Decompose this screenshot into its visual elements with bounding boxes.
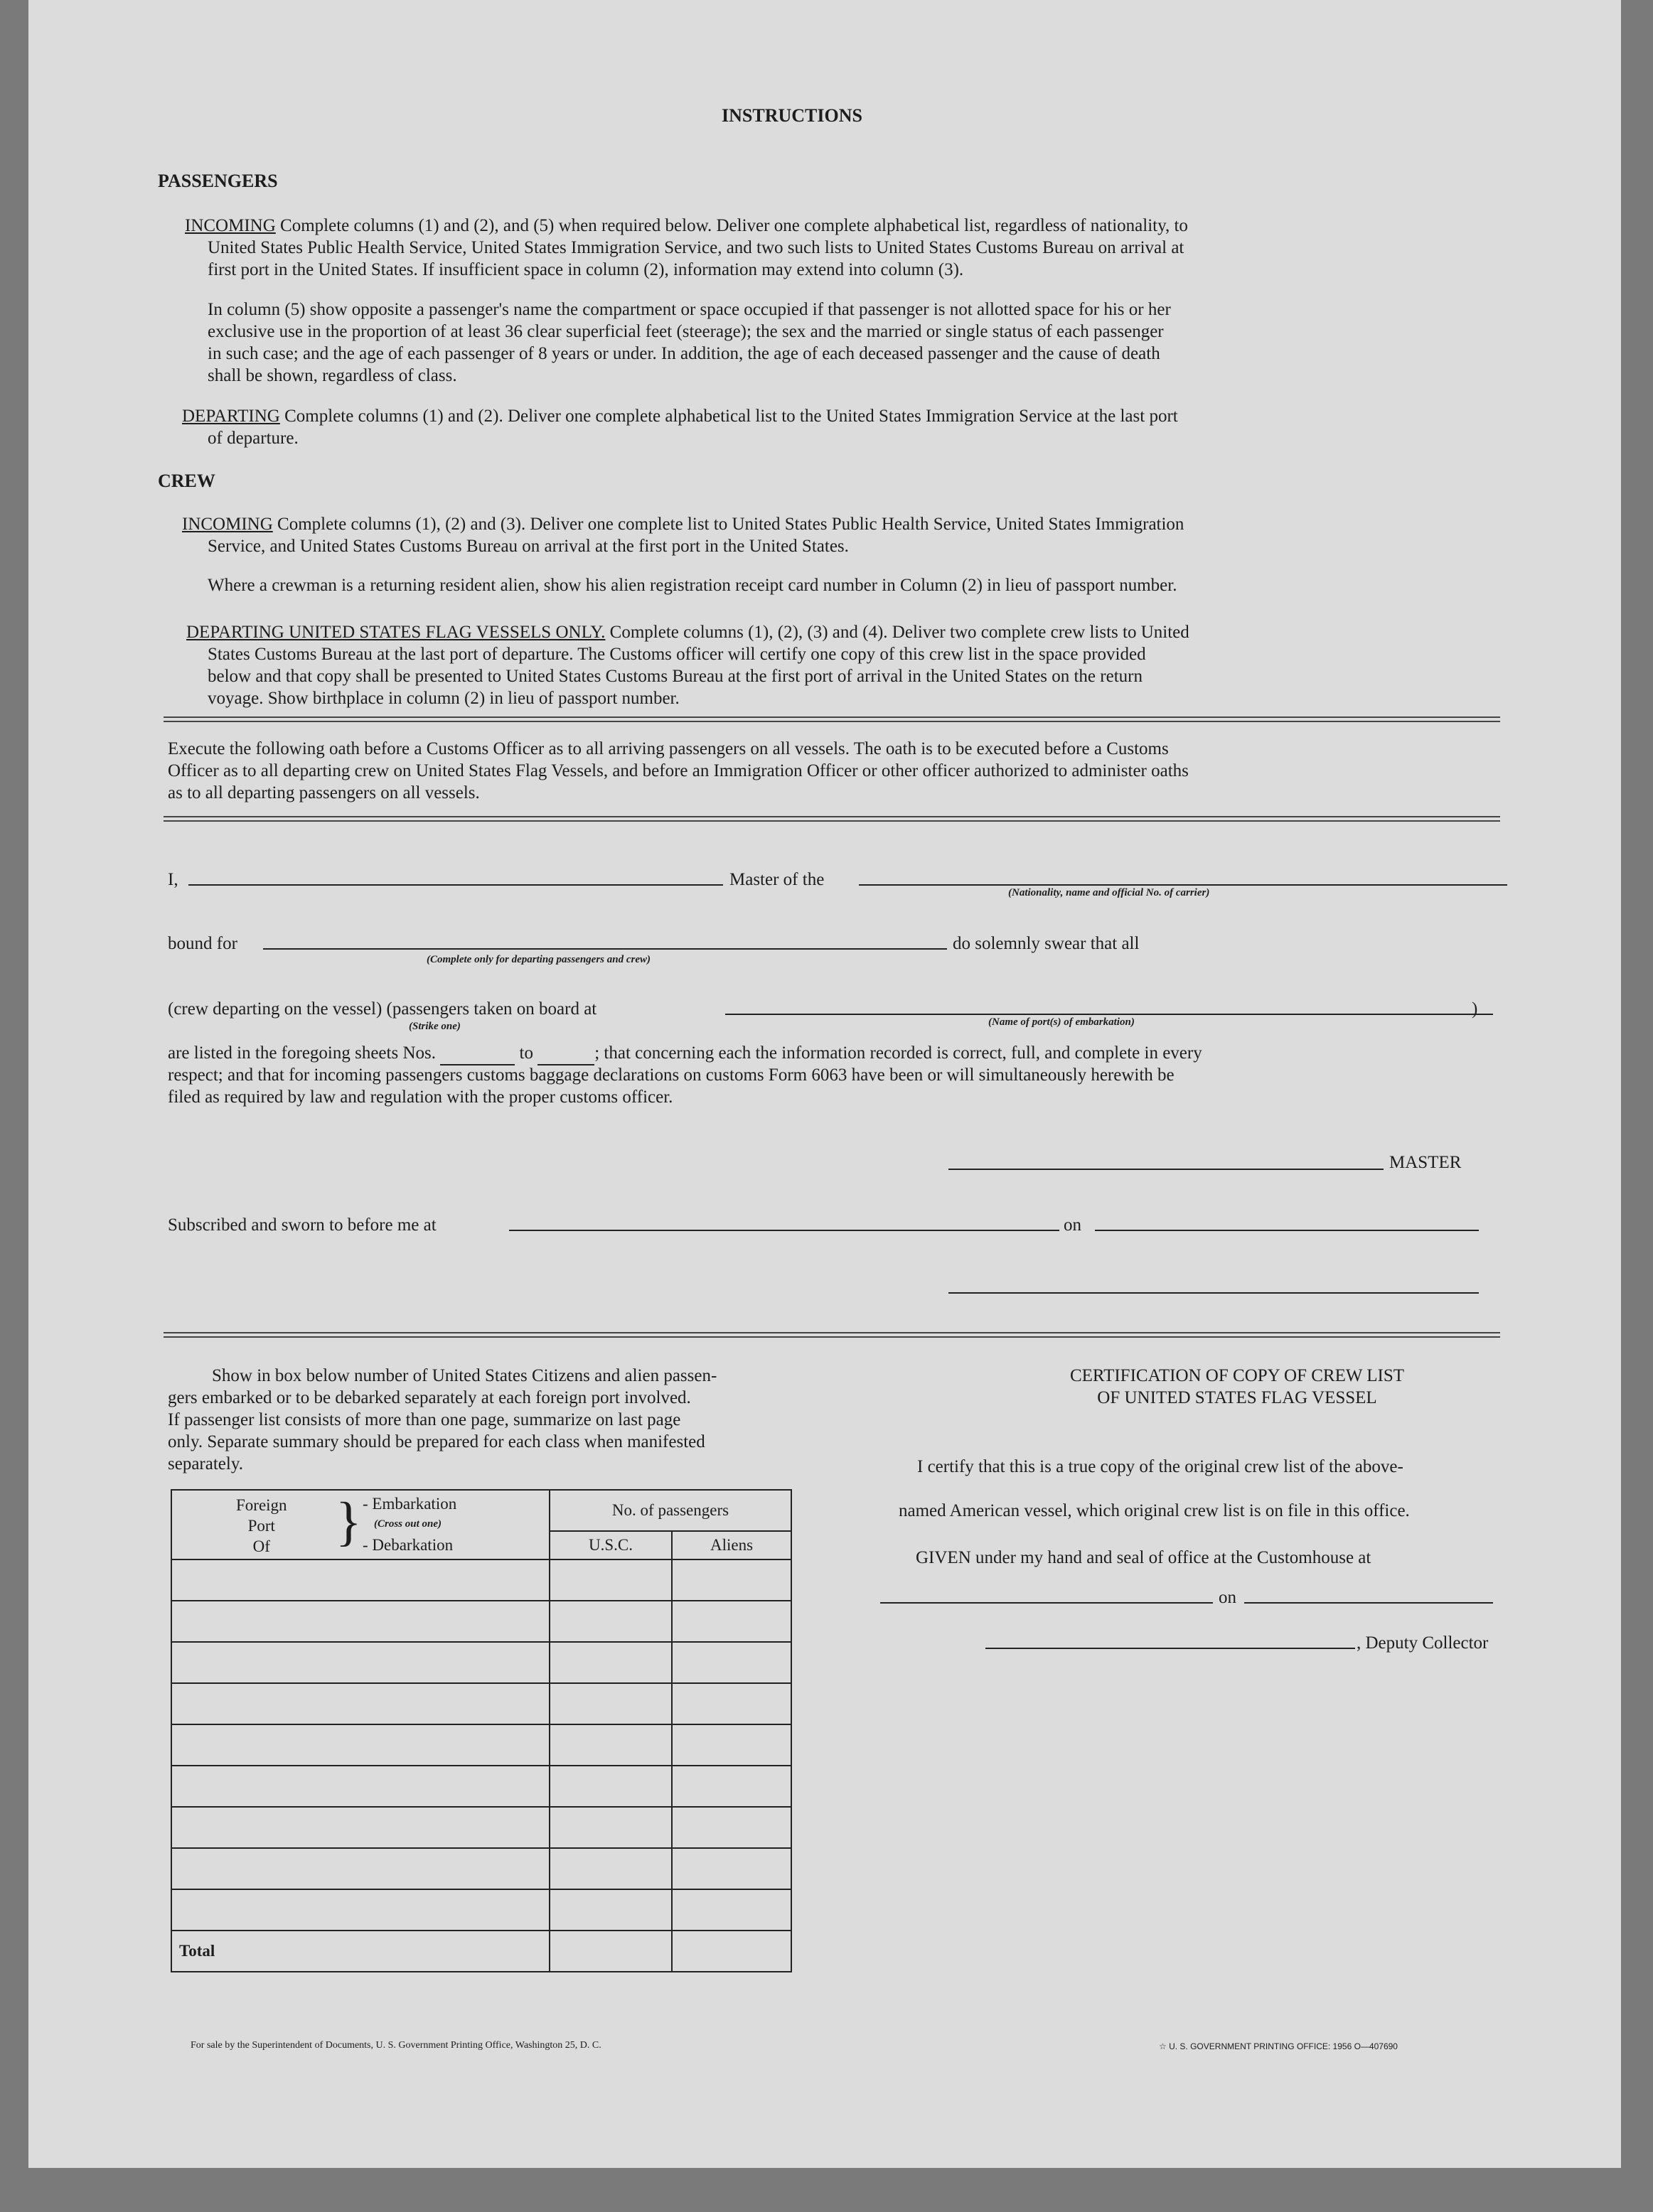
certification-heading-line1: CERTIFICATION OF COPY OF CREW LIST [1069, 1366, 1405, 1385]
table-row [171, 1559, 791, 1601]
passengers-departing-label: DEPARTING [182, 407, 280, 426]
crew-incoming-line1: INCOMING Complete columns (1), (2) and (3). Deliver one complete list to United States Public Health Service, United States Immigration [182, 515, 1184, 534]
nationality-caption: (Nationality, name and official No. of carrier) [1008, 887, 1210, 898]
port-label: Port [247, 1517, 275, 1535]
passengers-incoming-line1: INCOMING Complete columns (1) and (2), and (5) when required below. Deliver one complete alphabetical list, regardless of nationality, to [185, 216, 1188, 235]
complete-caption: (Complete only for departing passengers and crew) [427, 954, 651, 965]
usc-cell[interactable] [550, 1889, 672, 1931]
master-signature-field[interactable] [948, 1169, 1384, 1170]
crew-departing-label: (crew departing on the vessel) (passengers taken on board at [168, 999, 597, 1019]
footer-printing-office: ☆ U. S. GOVERNMENT PRINTING OFFICE: 1956 O—407690 [1159, 2041, 1398, 2051]
usc-cell[interactable] [550, 1807, 672, 1848]
bound-for-label: bound for [168, 934, 237, 953]
sheet-from-field[interactable] [440, 1042, 515, 1065]
total-label: Total [171, 1931, 550, 1972]
usc-cell[interactable] [550, 1601, 672, 1642]
crew-departing-line2: States Customs Bureau at the last port of departure. The Customs officer will certify one copy of this crew list in the space provided [208, 645, 1146, 664]
usc-cell[interactable] [550, 1559, 672, 1601]
strike-caption: (Strike one) [409, 1021, 461, 1032]
master-of-label: Master of the [729, 870, 825, 889]
table-row [171, 1601, 791, 1642]
given-line: GIVEN under my hand and seal of office at the Customhouse at [916, 1548, 1371, 1567]
port-caption: (Name of port(s) of embarkation) [988, 1016, 1135, 1028]
table-row [171, 1642, 791, 1683]
usc-cell[interactable] [550, 1848, 672, 1889]
aliens-cell[interactable] [672, 1766, 791, 1807]
sheet-to-field[interactable] [537, 1042, 594, 1065]
carrier-field[interactable] [859, 884, 1507, 886]
port-cell[interactable] [171, 1559, 550, 1601]
certify-line2: named American vessel, which original crew list is on file in this office. [899, 1501, 1410, 1520]
on-label: on [1064, 1215, 1081, 1235]
aliens-cell[interactable] [672, 1601, 791, 1642]
passengers-departing-line1: DEPARTING Complete columns (1) and (2). Deliver one complete alphabetical list to the United States Immigration Service at the last port [182, 407, 1178, 426]
passenger-summary-table [171, 1489, 792, 1972]
passengers-col5-line3: in such case; and the age of each passenger of 8 years or under. In addition, the age of each deceased passenger and the cause of death [208, 344, 1160, 363]
port-cell[interactable] [171, 1766, 550, 1807]
crew-departing-label: DEPARTING UNITED STATES FLAG VESSELS ONLY. [186, 623, 606, 642]
oath-intro-line1: Execute the following oath before a Customs Officer as to all arriving passengers on all vessels. The oath is to be executed before a Customs [168, 739, 1169, 758]
usc-cell[interactable] [550, 1642, 672, 1683]
crew-departing-line1: DEPARTING UNITED STATES FLAG VESSELS ONLY. Complete columns (1), (2), (3) and (4). Deliver two complete crew lists to United [186, 623, 1189, 642]
aliens-cell[interactable] [672, 1807, 791, 1848]
aliens-cell[interactable] [672, 1848, 791, 1889]
usc-cell[interactable] [550, 1766, 672, 1807]
close-paren: ) [1472, 999, 1478, 1019]
passengers-incoming-line2: United States Public Health Service, United States Immigration Service, and two such lists to United States Customs Bureau on arrival at [208, 238, 1184, 257]
certify-line1: I certify that this is a true copy of the original crew list of the above- [917, 1457, 1403, 1476]
listed-line3: filed as required by law and regulation with the proper customs officer. [168, 1088, 673, 1107]
crew-heading: CREW [158, 471, 215, 491]
port-cell[interactable] [171, 1724, 550, 1766]
no-passengers-header: No. of passengers [550, 1490, 791, 1531]
crew-departing-line3: below and that copy shall be presented to United States Customs Bureau at the first port of arrival in the United States on the return [208, 667, 1143, 686]
subscribed-label: Subscribed and sworn to before me at [168, 1215, 437, 1235]
port-cell[interactable] [171, 1601, 550, 1642]
embarkation-port-field[interactable] [725, 1014, 1493, 1015]
oath-intro-line2: Officer as to all departing crew on United States Flag Vessels, and before an Immigration Officer or other officer authorized to administer oaths [168, 761, 1189, 780]
summary-line1: Show in box below number of United States Citizens and alien passen- [212, 1366, 717, 1385]
brace: } [336, 1492, 362, 1552]
passengers-col5-line2: exclusive use in the proportion of at least 36 clear superficial feet (steerage); the sex and the married or single status of each passenger [208, 322, 1164, 341]
usc-header: U.S.C. [550, 1531, 672, 1559]
embarkation-label: - Embarkation [363, 1495, 457, 1513]
port-cell[interactable] [171, 1683, 550, 1724]
do-swear-label: do solemnly swear that all [953, 934, 1140, 953]
aliens-cell[interactable] [672, 1642, 791, 1683]
debarkation-label: - Debarkation [363, 1536, 454, 1554]
divider [164, 816, 1500, 822]
crew-incoming-label: INCOMING [182, 515, 273, 534]
aliens-header: Aliens [672, 1531, 791, 1559]
usc-cell[interactable] [550, 1724, 672, 1766]
crew-incoming-line2: Service, and United States Customs Bureau on arrival at the first port in the United States. [208, 537, 849, 556]
sworn-at-field[interactable] [509, 1230, 1059, 1231]
aliens-cell[interactable] [672, 1724, 791, 1766]
crew-resident-alien: Where a crewman is a returning resident alien, show his alien registration receipt card number in Column (2) in lieu of passport number. [208, 576, 1177, 595]
of-label: Of [252, 1537, 270, 1555]
table-row [171, 1889, 791, 1931]
summary-line3: If passenger list consists of more than one page, summarize on last page [168, 1410, 681, 1429]
passengers-col5-line4: shall be shown, regardless of class. [208, 366, 457, 385]
deputy-signature-field[interactable] [985, 1648, 1355, 1649]
passengers-incoming-line3: first port in the United States. If insufficient space in column (2), information may extend into column (3). [208, 260, 964, 279]
summary-line2: gers embarked or to be debarked separately at each foreign port involved. [168, 1388, 691, 1407]
oath-i-label: I, [168, 870, 178, 889]
summary-line5: separately. [168, 1454, 243, 1473]
oath-intro-line3: as to all departing passengers on all vessels. [168, 783, 480, 802]
form-page [28, 0, 1621, 2168]
divider [164, 716, 1500, 722]
bound-for-field[interactable] [263, 948, 947, 950]
listed-line1: are listed in the foregoing sheets Nos. to ; that concerning each the information recorded is correct, full, and complete in every [168, 1042, 1202, 1065]
page-title: INSTRUCTIONS [722, 105, 862, 126]
footer-sale-notice: For sale by the Superintendent of Documents, U. S. Government Printing Office, Washington 25, D. C. [191, 2040, 601, 2051]
usc-total-cell[interactable] [550, 1931, 672, 1972]
port-cell[interactable] [171, 1848, 550, 1889]
deputy-collector-label: , Deputy Collector [1357, 1633, 1489, 1653]
table-row [171, 1848, 791, 1889]
table-row [171, 1683, 791, 1724]
table-row [171, 1766, 791, 1807]
sworn-date-field[interactable] [1095, 1230, 1479, 1231]
foreign-label: Foreign [236, 1496, 287, 1514]
passengers-departing-line2: of departure. [208, 429, 299, 448]
cert-date-field[interactable] [1244, 1602, 1493, 1604]
passengers-col5-line1: In column (5) show opposite a passenger's name the compartment or space occupied if that passenger is not allotted space for his or her [208, 300, 1171, 319]
table-row [171, 1807, 791, 1848]
certification-heading-line2: OF UNITED STATES FLAG VESSEL [1097, 1388, 1377, 1407]
customhouse-field[interactable] [880, 1602, 1213, 1604]
port-cell[interactable] [171, 1889, 550, 1931]
total-row [171, 1931, 791, 1972]
passengers-incoming-label: INCOMING [185, 216, 276, 235]
usc-cell[interactable] [550, 1683, 672, 1724]
aliens-cell[interactable] [672, 1889, 791, 1931]
table-row [171, 1724, 791, 1766]
passengers-heading: PASSENGERS [158, 171, 278, 191]
port-cell[interactable] [171, 1807, 550, 1848]
aliens-cell[interactable] [672, 1683, 791, 1724]
master-label: MASTER [1389, 1153, 1462, 1172]
divider [164, 1332, 1500, 1338]
master-name-field[interactable] [188, 884, 723, 886]
cert-on-label: on [1219, 1588, 1236, 1607]
summary-line4: only. Separate summary should be prepared for each class when manifested [168, 1432, 705, 1451]
cross-out-caption: (Cross out one) [374, 1518, 442, 1530]
aliens-total-cell[interactable] [672, 1931, 791, 1972]
listed-line2: respect; and that for incoming passengers customs baggage declarations on customs Form 6063 have been or will simultaneously herewith be [168, 1065, 1175, 1085]
port-cell[interactable] [171, 1642, 550, 1683]
officer-signature-field[interactable] [948, 1292, 1479, 1294]
aliens-cell[interactable] [672, 1559, 791, 1601]
crew-departing-line4: voyage. Show birthplace in column (2) in lieu of passport number. [208, 689, 680, 708]
foreign-port-header [171, 1490, 550, 1559]
